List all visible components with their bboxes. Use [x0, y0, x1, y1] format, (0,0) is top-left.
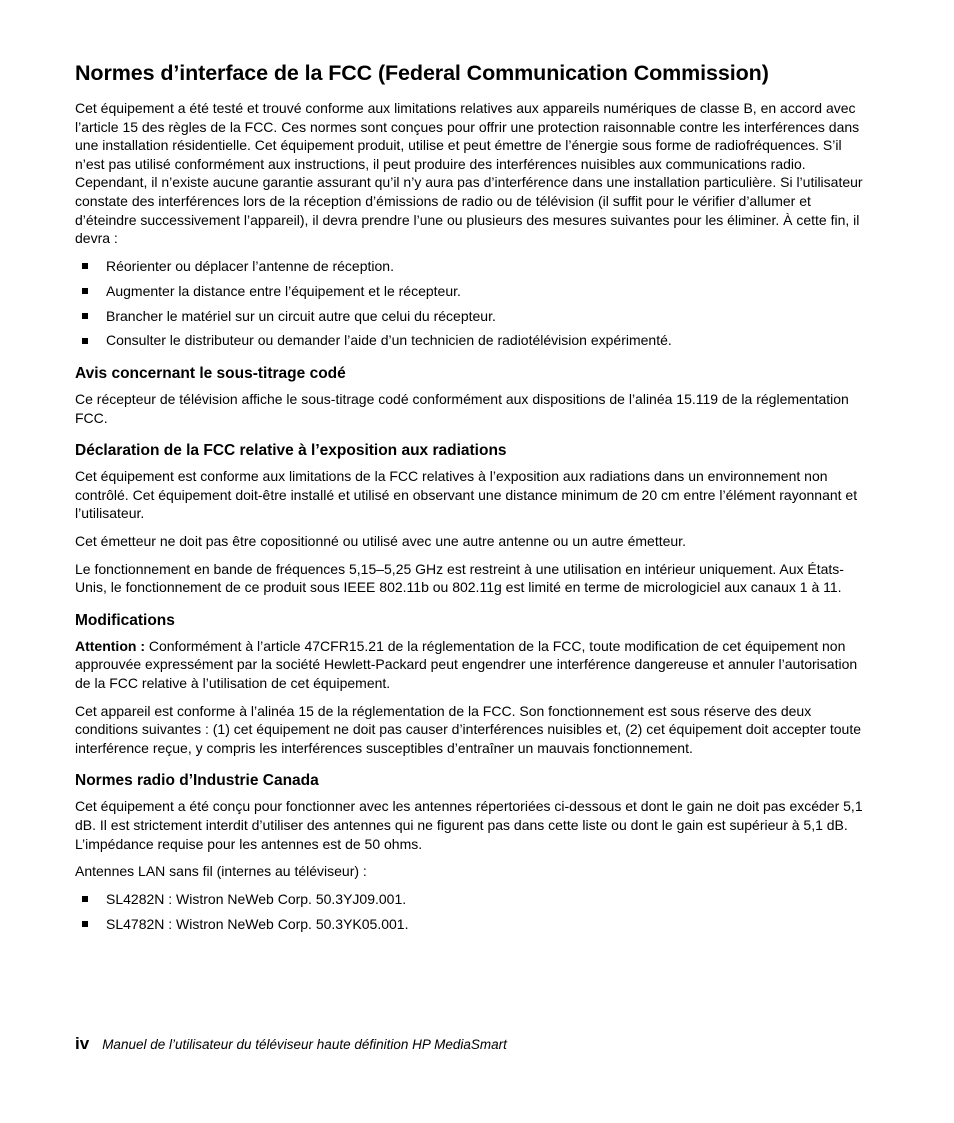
canada-heading: Normes radio d’Industrie Canada	[75, 772, 319, 790]
list-item: SL4282N : Wistron NeWeb Corp. 50.3YJ09.001.	[75, 890, 875, 909]
square-bullet-icon	[82, 921, 88, 927]
document-page	[75, 58, 875, 939]
page-number: iv	[75, 1034, 90, 1053]
canada-paragraph-2: Antennes LAN sans fil (internes au téléviseur) :	[75, 863, 367, 880]
antennas-list	[75, 890, 875, 933]
attention-text: Conformément à l’article 47CFR15.21 de la réglementation de la FCC, toute modification de cet équipement non approuvée expressément par la société Hewlett-Packard peut engendrer une interférence dangereuse et annuler l’autorisation de la FCC relative à l’utilisation de cet équipement.	[75, 637, 858, 691]
measures-list	[75, 257, 875, 350]
attention-label: Attention :	[75, 637, 145, 654]
list-item: SL4782N : Wistron NeWeb Corp. 50.3YK05.001.	[75, 915, 875, 934]
radiation-paragraph-2: Cet émetteur ne doit pas être copositionné ou utilisé avec une autre antenne ou un autre émetteur.	[75, 532, 686, 549]
modifications-heading: Modifications	[75, 611, 175, 629]
list-item: Consulter le distributeur ou demander l’aide d’un technicien de radiotélévision expérimenté.	[75, 331, 875, 350]
square-bullet-icon	[82, 263, 88, 269]
attention-paragraph	[75, 637, 875, 693]
modifications-paragraph-2: Cet appareil est conforme à l’alinéa 15 de la réglementation de la FCC. Son fonctionnement est sous réserve des deux conditions suivantes : (1) cet équipement ne doit pas causer d’interférences nuisibles et, (2) cet équipement doit accepter toute interférence reçue, y compris les interférences susceptibles d’entraîner un mauvais fonctionnement.	[75, 702, 862, 756]
page-footer	[75, 1034, 507, 1055]
square-bullet-icon	[82, 313, 88, 319]
list-item: Réorienter ou déplacer l’antenne de réception.	[75, 257, 875, 276]
list-item: Brancher le matériel sur un circuit autre que celui du récepteur.	[75, 307, 875, 326]
list-item: Augmenter la distance entre l’équipement et le récepteur.	[75, 282, 875, 301]
page-title: Normes d’interface de la FCC (Federal Communication Commission)	[75, 61, 769, 85]
captioning-heading: Avis concernant le sous-titrage codé	[75, 365, 346, 383]
square-bullet-icon	[82, 288, 88, 294]
square-bullet-icon	[82, 338, 88, 344]
manual-title: Manuel de l’utilisateur du téléviseur haute définition HP MediaSmart	[102, 1037, 507, 1052]
captioning-paragraph: Ce récepteur de télévision affiche le sous-titrage codé conformément aux dispositions de l’alinéa 15.119 de la réglementation FCC.	[75, 391, 849, 426]
canada-paragraph-1: Cet équipement a été conçu pour fonctionner avec les antennes répertoriées ci-dessous et dont le gain ne doit pas excéder 5,1 dB. Il est strictement interdit d’utiliser des antennes qui ne figurent pas dans cette liste ou dont le gain est supérieur à 5,1 dB. L’impédance requise pour les antennes est de 50 ohms.	[75, 798, 863, 852]
radiation-paragraph-1: Cet équipement est conforme aux limitations de la FCC relatives à l’exposition aux radiations dans un environnement non contrôlé. Cet équipement doit-être installé et utilisé en observant une distance minimum de 20 cm entre l’élément rayonnant et l’utilisateur.	[75, 468, 858, 522]
intro-paragraph: Cet équipement a été testé et trouvé conforme aux limitations relatives aux appareils numériques de classe B, en accord avec l’article 15 des règles de la FCC. Ces normes sont conçues pour offrir une protection raisonnable contre les interférences dans une installation résidentielle. Cet équipement produit, utilise et peut émettre de l’énergie sous forme de radiofréquences. S’il n’est pas utilisé conformément aux instructions, il peut produire des interférences nuisibles aux communications radio. Cependant, il n’existe aucune garantie assurant qu’il n’y aura pas d’interférence dans une installation particulière. Si l’utilisateur constate des interférences lors de la réception d’émissions de radio ou de télévision (il suffit pour le vérifier d’allumer et d’éteindre successivement l’appareil), il devra prendre l’une ou plusieurs des mesures suivantes pour les éliminer. À cette fin, il devra :	[75, 100, 863, 247]
square-bullet-icon	[82, 896, 88, 902]
radiation-paragraph-3: Le fonctionnement en bande de fréquences 5,15–5,25 GHz est restreint à une utilisation en intérieur uniquement. Aux États-Unis, le fonctionnement de ce produit sous IEEE 802.11b ou 802.11g est limité en terme de micrologiciel aux canaux 1 à 11.	[75, 560, 844, 596]
radiation-heading: Déclaration de la FCC relative à l’exposition aux radiations	[75, 442, 507, 460]
